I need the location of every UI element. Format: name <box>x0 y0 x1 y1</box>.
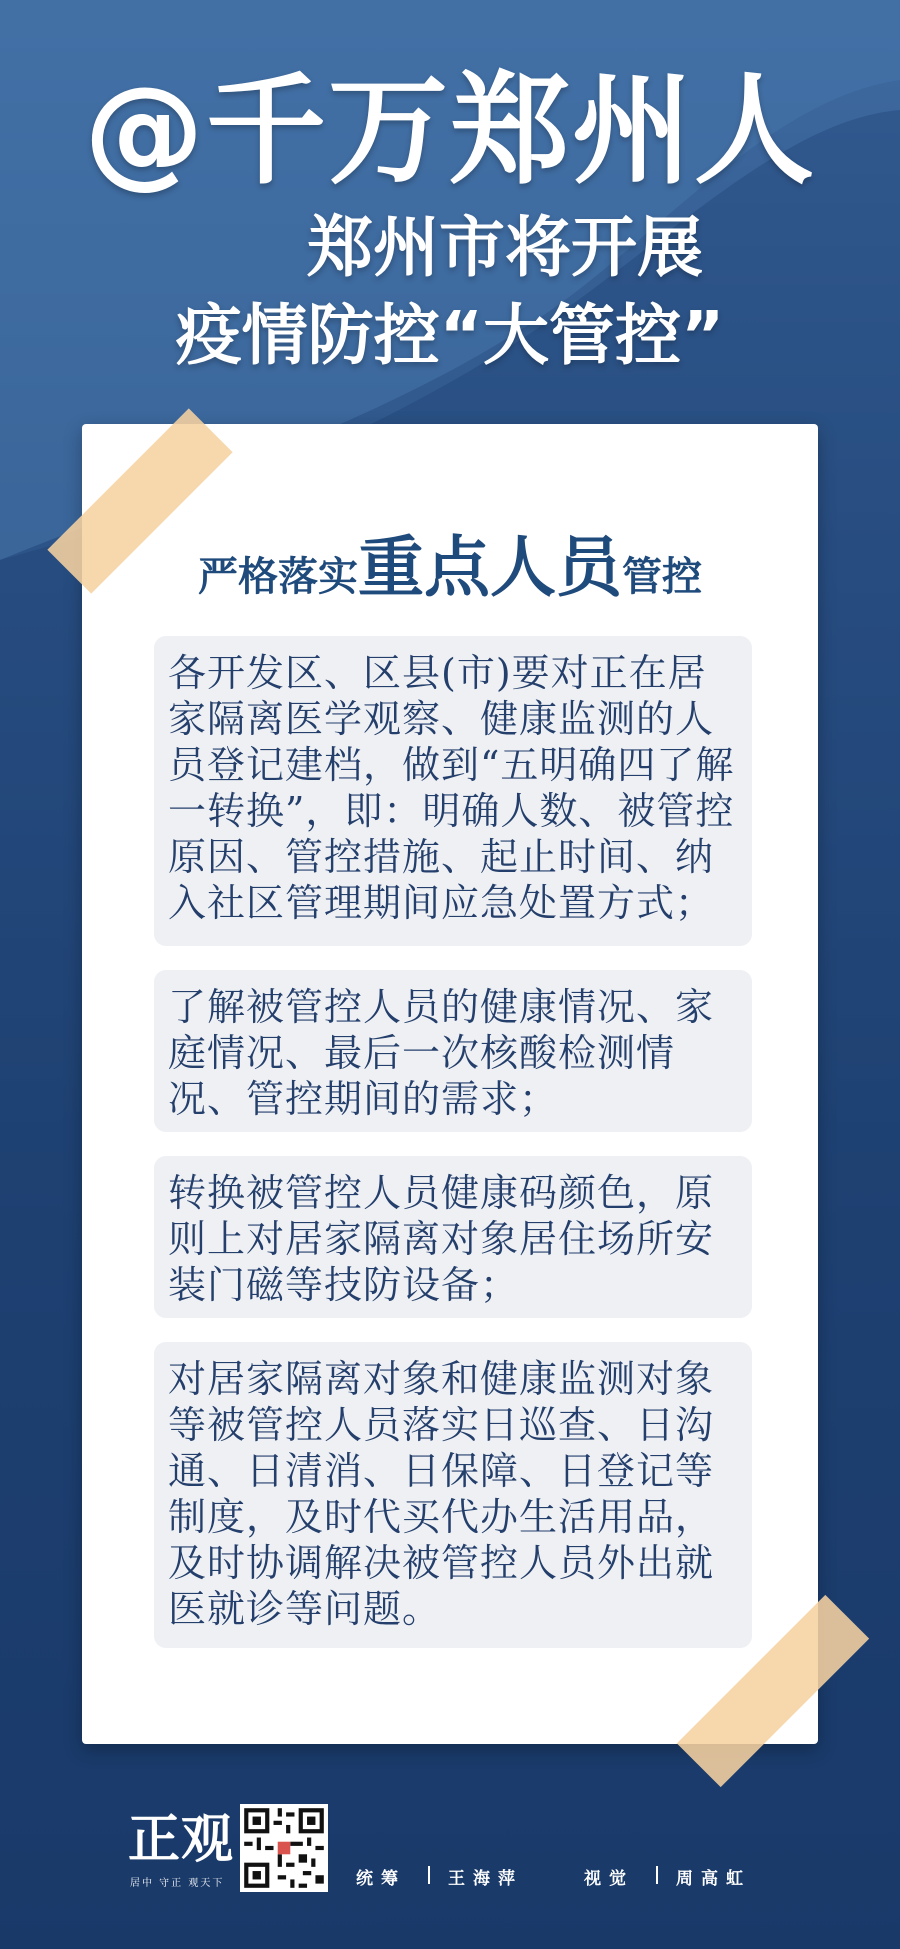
paragraph-block-2: 了解被管控人员的健康情况、家庭情况、最后一次核酸检测情况、管控期间的需求； <box>154 970 752 1132</box>
paragraph-block-1: 各开发区、区县(市)要对正在居家隔离医学观察、健康监测的人员登记建档，做到“五明确四了解一转换”，即：明确人数、被管控原因、管控措施、起止时间、纳入社区管理期间应急处置方式； <box>154 636 752 946</box>
credit-label-1: 统筹 <box>356 1869 406 1889</box>
card-heading <box>82 514 818 609</box>
credit-separator-1 <box>428 1866 430 1884</box>
credit-name-1: 王海萍 <box>448 1869 523 1889</box>
credit-separator-2 <box>656 1866 658 1884</box>
hero-title: @千万郑州人 <box>84 62 816 201</box>
qr-code-icon <box>240 1804 328 1892</box>
credit-label-2: 视觉 <box>584 1869 634 1889</box>
heading-main: 重点人员 <box>358 529 622 606</box>
hero-subtitle-line1: 郑州市将开展 <box>307 209 703 286</box>
credit-name-2: 周高虹 <box>676 1869 751 1889</box>
heading-suffix: 管控 <box>622 554 702 600</box>
brand-slogan: 居中 守正 观天下 <box>130 1878 225 1889</box>
heading-prefix: 严格落实 <box>198 554 358 600</box>
hero-subtitle-line2: 疫情防控“大管控” <box>175 297 725 374</box>
paragraph-block-4: 对居家隔离对象和健康监测对象等被管控人员落实日巡查、日沟通、日清消、日保障、日登记等制度，及时代买代办生活用品，及时协调解决被管控人员外出就医就诊等问题。 <box>154 1342 752 1648</box>
paragraph-block-3: 转换被管控人员健康码颜色，原则上对居家隔离对象居住场所安装门磁等技防设备； <box>154 1156 752 1318</box>
content-card <box>82 424 818 1744</box>
brand-logo: 正观 <box>128 1810 235 1870</box>
